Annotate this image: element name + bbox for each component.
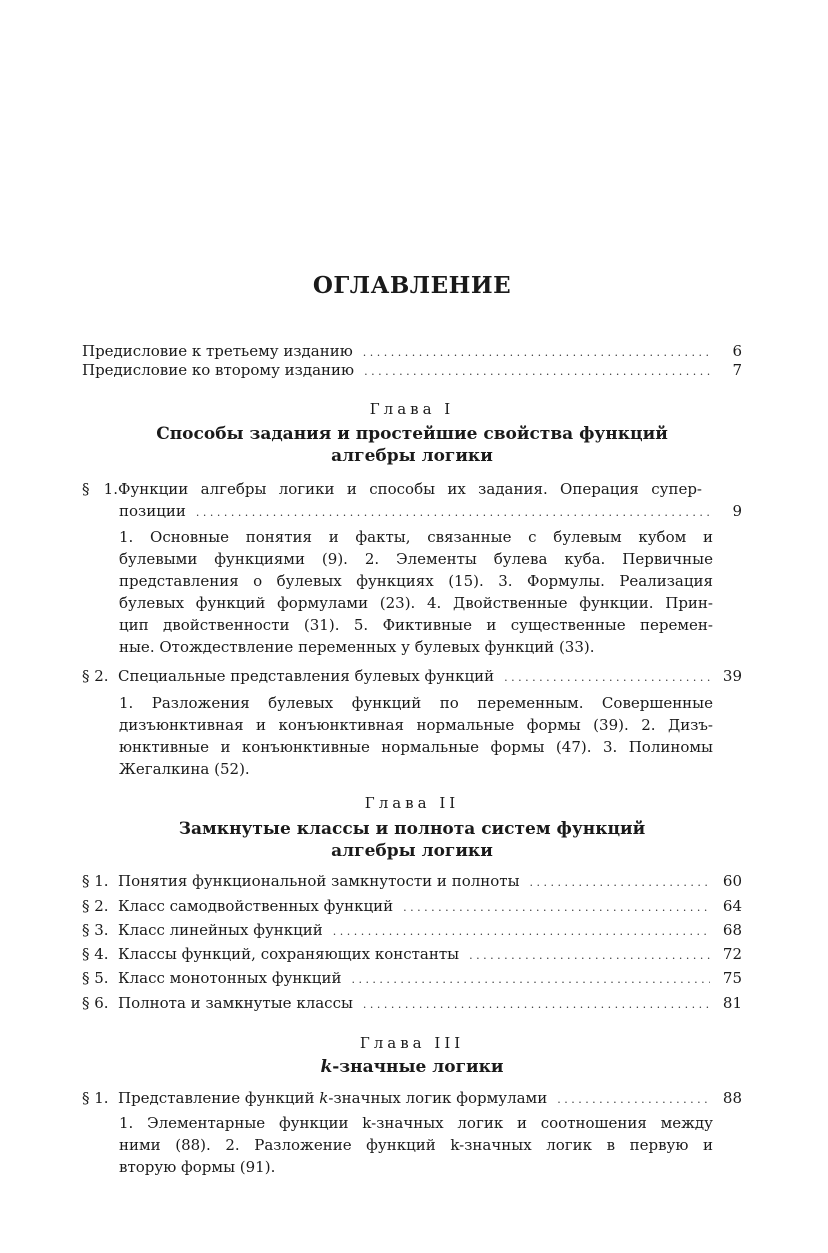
toc-entry-preface-2[interactable] [82,359,742,381]
section-mark: § 1. [82,872,109,890]
toc-entry-ch2-s6[interactable] [82,992,742,1014]
k-symbol: k [320,1057,333,1077]
toc-entry-label: Предисловие к третьему изданию [82,342,353,360]
toc-entry-label-line-2: позиции [119,502,186,520]
subsection-line: 1. Элементарные функции k-значных логик и соотношения между [119,1114,713,1132]
chapter-3-title-text: -значные логики [332,1057,504,1077]
subsection-line: 1. Основные понятия и факты, связанные с булевым кубом и [119,528,713,546]
toc-entry-label: Понятия функциональной замкнутости и полноты [118,872,520,890]
chapter-1-title-line-1: Способы задания и простейшие свойства функций [156,424,668,444]
toc-page-number: 6 [732,342,742,360]
toc-page-number: 7 [732,361,742,379]
section-mark: § 3. [82,921,109,939]
subsection-line: ними (88). 2. Разложение функций k-значных логик в первую и [119,1136,713,1154]
chapter-1-label: Глава I [369,400,455,418]
toc-entry-label: Классы функций, сохраняющих константы [118,945,460,963]
k-symbol: k [319,1089,329,1107]
toc-page-number: 60 [722,872,742,890]
leader-dots [530,870,710,894]
toc-entry-label-a: Представление функций [118,1089,320,1107]
toc-entry-ch2-s5[interactable] [82,967,742,989]
leader-dots [351,967,710,991]
toc-entry-ch2-s1[interactable] [82,870,742,892]
subsection-line: цип двойственности (31). 5. Фиктивные и существенные перемен- [119,616,713,634]
leader-dots [364,359,710,383]
subsection-line: ные. Отождествление переменных у булевых функций (33). [119,638,595,656]
leader-dots [504,665,710,689]
leader-dots [333,919,710,943]
section-mark: § 2. [82,897,109,915]
subsection-line: юнктивные и конъюнктивные нормальные формы (47). 3. Полиномы [119,738,713,756]
chapter-1-title-line-2: алгебры логики [331,446,493,466]
toc-entry-label: Класс линейных функций [118,921,323,939]
section-mark: § 1. [82,1089,109,1107]
subsection-line: Жегалкина (52). [119,760,250,778]
toc-entry-ch2-s4[interactable] [82,943,742,965]
toc-entry-label-line-1: Функции алгебры логики и способы их задания. Операция супер- [118,480,702,498]
subsection-line: булевыми функциями (9). 2. Элементы булева куба. Первичные [119,550,713,568]
leader-dots [403,895,710,919]
section-mark: § 4. [82,945,109,963]
toc-entry-ch2-s3[interactable] [82,919,742,941]
toc-subsections-ch1-s1 [119,526,713,658]
toc-entry-label: Полнота и замкнутые классы [118,994,353,1012]
chapter-2-title-line-1: Замкнутые классы и полнота систем функций [178,819,646,839]
leader-dots [557,1087,710,1111]
subsection-line: дизъюнктивная и конъюнктивная нормальные формы (39). 2. Дизъ- [119,716,713,734]
toc-page-number: 39 [722,667,742,685]
toc-page-number: 68 [722,921,742,939]
toc-entry-label: Предисловие ко второму изданию [82,361,355,379]
leader-dots [363,992,710,1016]
toc-entry-ch2-s2[interactable] [82,895,742,917]
section-mark: § 1. [82,480,118,498]
toc-page-number: 72 [722,945,742,963]
toc-entry-label: Класс монотонных функций [118,969,342,987]
subsection-line: 1. Разложения булевых функций по переменным. Совершенные [119,694,713,712]
toc-entry-ch1-s1-cont[interactable] [119,500,742,522]
chapter-3-title [82,1056,742,1078]
subsection-line: вторую формы (91). [119,1158,276,1176]
page-title: ОГЛАВЛЕНИЕ [312,272,512,299]
toc-entry-ch3-s1[interactable] [82,1087,742,1109]
toc-page-number: 9 [732,502,742,520]
subsection-line: представления о булевых функциях (15). 3. Формулы. Реализация [119,572,713,590]
chapter-3-label: Глава III [359,1034,465,1052]
section-mark: § 6. [82,994,109,1012]
toc-entry-ch1-s1[interactable] [82,478,702,500]
section-mark: § 5. [82,969,109,987]
toc-entry-label-b: -значных логик формулами [328,1089,548,1107]
toc-page-number: 75 [722,969,742,987]
toc-entry-label: Специальные представления булевых функций [118,667,495,685]
chapter-2-label: Глава II [364,794,460,812]
toc-entry-label: Класс самодвойственных функций [118,897,394,915]
toc-page-number: 64 [722,897,742,915]
subsection-line: булевых функций формулами (23). 4. Двойственные функции. Прин- [119,594,713,612]
section-mark: § 2. [82,667,109,685]
toc-page-number: 81 [722,994,742,1012]
leader-dots [196,500,710,524]
leader-dots [469,943,710,967]
chapter-2-title-line-2: алгебры логики [331,841,493,861]
toc-page-number: 88 [722,1089,742,1107]
toc-subsections-ch1-s2 [119,692,713,780]
toc-subsections-ch3-s1 [119,1112,713,1178]
toc-entry-ch1-s2[interactable] [82,665,742,687]
